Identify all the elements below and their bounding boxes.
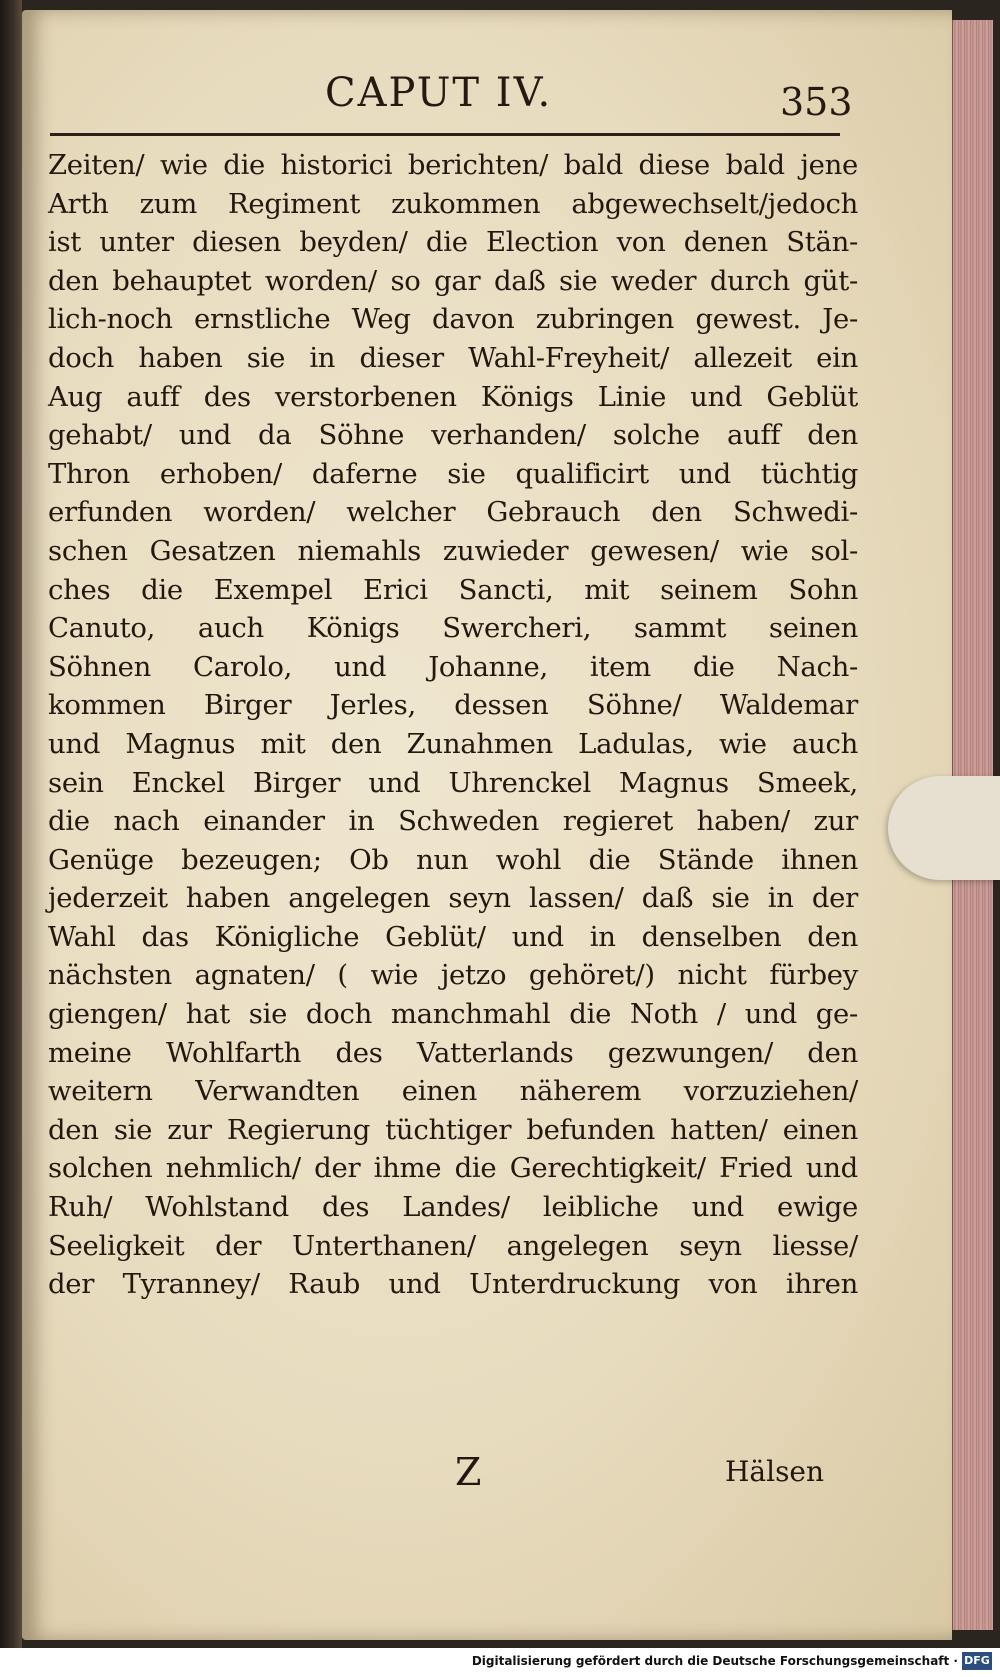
- credit-bar: [0, 1648, 1000, 1677]
- text-line: gehabt/ und da Söhne verhanden/ solche auff den: [48, 419, 858, 452]
- text-line: Genüge bezeugen; Ob nun wohl die Stände ihnen: [48, 843, 858, 876]
- text-line: jederzeit haben angelegen seyn lassen/ daß sie in der: [48, 882, 858, 915]
- text-line: giengen/ hat sie doch manchmahl die Noth / und ge-: [48, 998, 858, 1031]
- bookmark-tab: [888, 776, 1000, 880]
- credit-text: Digitalisierung gefördert durch die Deutsche Forschungsgemeinschaft ·: [471, 1654, 958, 1668]
- running-title: CAPUT IV.: [325, 70, 553, 116]
- text-line: lich-noch ernstliche Weg davon zubringen gewest. Je-: [48, 303, 858, 336]
- text-line: den behauptet worden/ so gar daß sie weder durch güt-: [48, 264, 858, 297]
- text-line: meine Wohlfarth des Vatterlands gezwungen/ den: [48, 1036, 858, 1069]
- text-line: Zeiten/ wie die historici berichten/ bald diese bald jene: [48, 149, 858, 181]
- text-line: nächsten agnaten/ ( wie jetzo gehöret/) nicht fürbey: [48, 959, 858, 992]
- text-line: Aug auff des verstorbenen Königs Linie und Geblüt: [48, 380, 858, 413]
- catchword: Hälsen: [725, 1455, 825, 1488]
- book-gutter: [0, 0, 22, 1648]
- running-header: [50, 70, 853, 130]
- dfg-logo: DFG: [962, 1652, 992, 1670]
- text-line: doch haben sie in dieser Wahl-Freyheit/ allezeit ein: [48, 341, 858, 374]
- text-line: erfunden worden/ welcher Gebrauch den Schwedi-: [48, 496, 858, 529]
- header-rule: [50, 133, 840, 136]
- text-line: Arth zum Regiment zukommen abgewechselt/jedoch: [48, 187, 858, 220]
- page-number: 353: [780, 80, 853, 124]
- text-line: den sie zur Regierung tüchtiger befunden hatten/ einen: [48, 1113, 858, 1146]
- text-line: schen Gesatzen niemahls zuwieder gewesen/ wie sol-: [48, 534, 858, 567]
- text-line: der Tyranney/ Raub und Unterdruckung von ihren: [48, 1268, 858, 1301]
- text-line: die nach einander in Schweden regieret haben/ zur: [48, 805, 858, 838]
- signature-mark: Z: [455, 1450, 482, 1494]
- text-line: Canuto, auch Königs Swercheri, sammt seinen: [48, 612, 858, 645]
- text-line: weitern Verwandten einen näherem vorzuziehen/: [48, 1075, 858, 1108]
- text-line: ches die Exempel Erici Sancti, mit seinem Sohn: [48, 573, 858, 606]
- text-line: Seeligkeit der Unterthanen/ angelegen seyn liesse/: [48, 1229, 858, 1262]
- body-text: [48, 146, 858, 1304]
- text-line: Ruh/ Wohlstand des Landes/ leibliche und ewige: [48, 1191, 858, 1224]
- text-line: kommen Birger Jerles, dessen Söhne/ Waldemar: [48, 689, 858, 722]
- text-line: und Magnus mit den Zunahmen Ladulas, wie auch: [48, 727, 858, 760]
- text-line: Thron erhoben/ daferne sie qualificirt und tüchtig: [48, 457, 858, 490]
- text-line: Wahl das Königliche Geblüt/ und in denselben den: [48, 920, 858, 953]
- text-line: Söhnen Carolo, und Johanne, item die Nach-: [48, 650, 858, 683]
- text-line: ist unter diesen beyden/ die Election von denen Stän-: [48, 226, 858, 259]
- text-line: sein Enckel Birger und Uhrenckel Magnus Smeek,: [48, 766, 858, 799]
- text-line: solchen nehmlich/ der ihme die Gerechtigkeit/ Fried und: [48, 1152, 858, 1185]
